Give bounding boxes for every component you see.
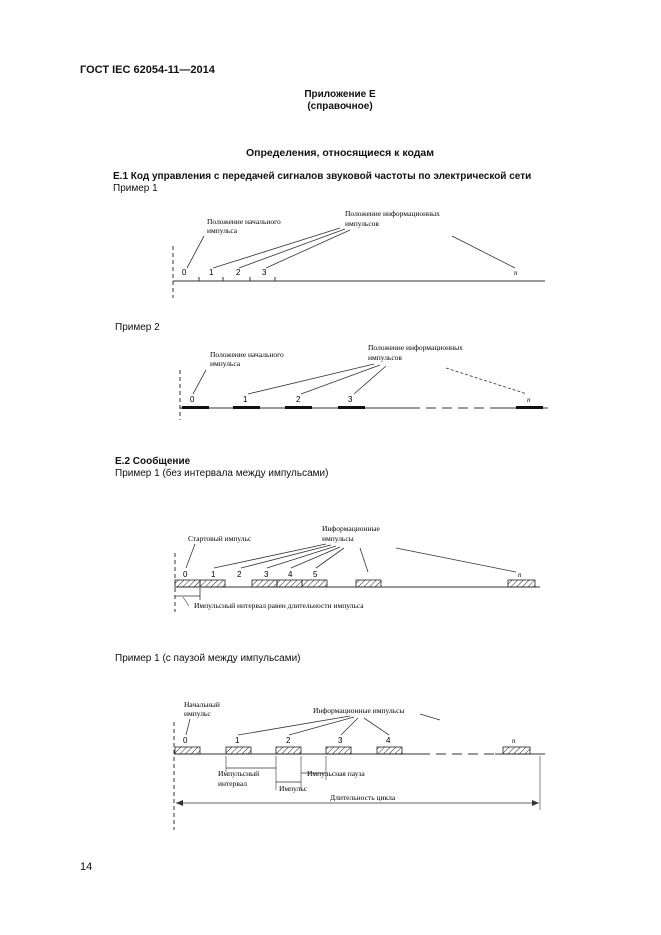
start-position-label: импульса [207,226,238,235]
pulse [338,406,365,409]
tick-label: 2 [237,570,242,579]
tick-label: 3 [264,570,269,579]
tick-label: 3 [262,268,267,277]
pulse [302,580,327,587]
tick-label: n [518,571,522,579]
info-pulses-label: Информационные [322,524,380,533]
diagram-e1-ex1 [173,209,545,298]
pulse [200,580,225,587]
leader-line [193,370,206,394]
pulse [226,747,251,754]
leader-line [446,368,527,394]
start-pulse-label: импульс [184,709,211,718]
pause-label: Импульсная пауза [307,769,365,778]
leader-line [248,364,374,394]
tick-label: 0 [183,570,188,579]
tick-label: 1 [209,268,214,277]
leader-line [239,229,345,268]
leader-line [266,230,350,268]
arrow-left-icon [176,800,183,806]
start-pulse [175,747,200,754]
pulse [233,406,260,409]
e2-example2-label: Пример 1 (с паузой между импульсами) [115,653,301,664]
interval-label: Импульсный [218,769,260,778]
page-number: 14 [80,861,93,873]
interval-label: интервал [218,779,247,788]
leader-line [364,718,389,735]
start-pulse-label: Начальный [184,700,220,709]
leader-line [187,236,204,268]
pulse [377,747,402,754]
leader-line [214,544,326,568]
info-pulses-label: импульсы [322,534,354,543]
pulse [276,747,301,754]
pulse [356,580,381,587]
leader-line [420,714,440,720]
tick-label: 3 [338,736,343,745]
start-position-label: импульса [210,359,241,368]
tick-label: 1 [235,736,240,745]
info-pulses-label: Информационные импульсы [313,706,405,715]
leader-line [238,716,350,735]
appendix-title: Приложение Е [304,89,376,100]
tick-label: 3 [348,395,353,404]
standard-number: ГОСТ IEC 62054-11—2014 [80,64,215,76]
tick-label: n [514,269,518,277]
pulse [326,747,351,754]
tick-label: 1 [243,395,248,404]
leader-line [186,719,190,735]
pulse [516,406,543,409]
start-position-label: Положение начального [210,350,284,359]
arrow-right-icon [532,800,539,806]
e1-example1-label: Пример 1 [113,183,158,194]
cycle-label: Длительность цикла [330,793,396,802]
diagram-e2-ex2 [174,700,545,830]
pulse [182,406,209,409]
info-position-label: Положение информационных [345,209,440,218]
start-position-label: Положение начального [207,217,281,226]
tick-label: 5 [313,570,318,579]
pulse-label: Импульс [279,784,308,793]
tick-label: 0 [183,736,188,745]
start-pulse-label: Стартовый импульс [188,534,252,543]
leader-line [341,718,358,735]
info-position-label: импульсов [368,353,402,362]
pulse [503,747,530,754]
tick-label: 2 [286,736,291,745]
tick-label: 4 [386,736,391,745]
appendix-subtitle: (справочное) [307,101,373,112]
start-pulse [175,580,200,587]
leader-line [186,544,195,568]
pulse [252,580,277,587]
leader-line [354,366,386,394]
tick-label: 2 [296,395,301,404]
e2-example1-label: Пример 1 (без интервала между импульсами) [115,468,329,479]
tick-label: 1 [211,570,216,579]
leader-line [452,236,515,268]
diagram-e1-ex2 [180,343,548,420]
tick-label: n [527,396,531,404]
pulse [508,580,535,587]
section-title: Определения, относящиеся к кодам [245,147,434,159]
e2-heading: Е.2 Сообщение [115,456,191,467]
pulse [285,406,312,409]
info-position-label: импульсов [345,219,379,228]
leader-line [301,365,380,394]
leader-line [360,548,368,572]
diagram-e2-ex1 [175,524,540,612]
tick-label: 0 [182,268,187,277]
leader-line [183,597,189,606]
tick-label: n [512,737,516,745]
e1-example2-label: Пример 2 [115,322,160,333]
info-position-label: Положение информационных [368,343,463,352]
e1-heading: Е.1 Код управления с передачей сигналов звуковой частоты по электрической сети [113,171,532,182]
tick-label: 2 [236,268,241,277]
leader-line [396,548,516,572]
tick-label: 0 [190,395,195,404]
interval-note: Импульсный интервал равен длительности импульса [194,601,364,610]
tick-label: 4 [288,570,293,579]
pulse [277,580,302,587]
